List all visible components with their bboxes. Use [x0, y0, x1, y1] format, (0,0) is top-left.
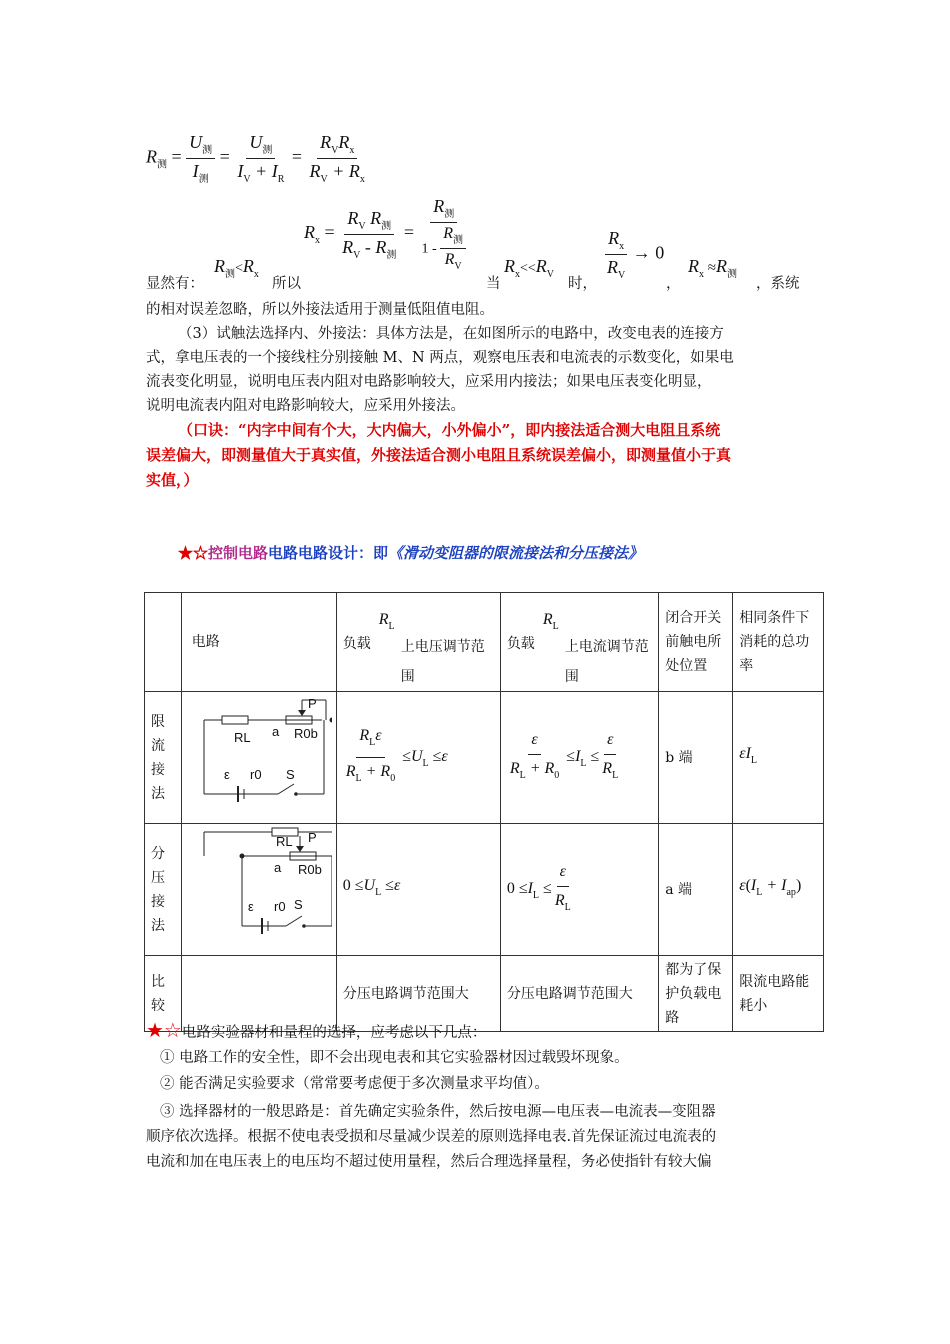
bottom-item-3-line2: 顺序依次选择。根据不使电表受损和尽量减少误差的原则选择电表.首先保证流过电流表的 [146, 1129, 717, 1145]
bottom-item-2: ② 能否满足实验要求（常常要考虑便于多次测量求平均值）。 [160, 1076, 549, 1092]
formula-r-measured: $R_测$ = $\frac{U_测}{I_测}$ = $\frac{U_测}{I_V + I_R}$ = $\frac{R_VR_x}{R_V + R_x}$ [146, 132, 365, 185]
bottom-title: 电路实验器材和量程的选择，应考虑以下几点： [181, 1025, 487, 1041]
voltage-range-voltage-divider: $0 \le U_L \le\varepsilon$ [336, 824, 500, 956]
row-name-voltage-divider: 分压接法 [145, 824, 182, 956]
bottom-stars: ★☆ [146, 1018, 182, 1042]
current-range-voltage-divider: $0 \le I_L$ ≤ $\frac{\varepsilon}{R_L}$ [500, 824, 658, 956]
paragraph-1: 的相对误差忽略，所以外接法适用于测量低阻值电阻。 [146, 302, 494, 318]
label-emf: ε [247, 899, 254, 914]
comparison-position: 都为了保护负载电路 [659, 956, 733, 1032]
mnemonic-line1: （口诀：“内字中间有个大，大内偏大，小外偏小”，即内接法适合测大电阻且系统 [178, 421, 721, 439]
limit-rx-over-rv: $\frac{R_x}{R_V}$ → 0 [607, 228, 665, 281]
bottom-item-3-line1: ③ 选择器材的一般思路是：首先确定实验条件，然后按电源—电压表—电流表—变阻器 [160, 1104, 716, 1120]
condition-rx-rv: $R_x<<R_V$ [504, 256, 555, 280]
comparison-power: 限流电路能耗小 [733, 956, 824, 1032]
conclusion-mid3: 时， [568, 276, 597, 292]
conclusion-comma: ， [666, 276, 681, 292]
label-rl: RL [275, 834, 293, 849]
row-name-comparison: 比较 [145, 956, 182, 1032]
heading-stars: ★☆ [178, 544, 209, 562]
conclusion-mid2: 当 [486, 276, 501, 292]
paragraph-2-line3: 流表变化明显，说明电压表内阻对电路影响较大，应采用内接法；如果电压表变化明显， [146, 374, 712, 390]
header-switch-position: 闭合开关前触电所处位置 [659, 593, 733, 692]
current-range-current-limit: $\frac{\varepsilon}{R_L + R_0}$ $\le I_L$ ≤ $\frac{\varepsilon}{R_L}$ [500, 692, 658, 824]
paragraph-2-line1: （3）试触法选择内、外接法：具体方法是，在如图所示的电路中，改变电表的连接方 [178, 326, 724, 342]
header-current-range: $R_L$ 负载 上电流调节范围 [500, 593, 658, 692]
circuit-current-limit [181, 692, 336, 824]
mnemonic-line2: 误差偏大，即测量值大于真实值，外接法适合测小电阻且系统误差偏小，即测量值小于真 [146, 446, 732, 464]
label-rl: RL [233, 730, 251, 745]
label-s: S [285, 767, 295, 782]
compare-r-measured-rx: $R_测<R_x$ [214, 256, 259, 280]
header-voltage-post: 上电压调节范围 [400, 639, 485, 685]
table-row [145, 692, 824, 824]
formula-rx: $R_x$ = $\frac{R_V R_测}{R_V - R_测}$ = $R_测$ 1 - $\frac{R_测}{R_V}$ [304, 196, 469, 272]
header-voltage-range: $R_L$ 负载 上电压调节范围 [336, 593, 500, 692]
label-s: S [293, 897, 303, 912]
header-power: 相同条件下消耗的总功率 [733, 593, 824, 692]
label-emf: ε [223, 767, 230, 782]
header-empty-cell [145, 593, 182, 692]
conclusion-prefix: 显然有： [146, 276, 204, 292]
label-a: a [271, 724, 280, 739]
mnemonic-line3: 实值，） [146, 471, 199, 489]
bottom-item-3-line3: 电流和加在电压表上的电压均不超过使用量程，然后合理选择量程，务必使指针有较大偏 [146, 1154, 712, 1170]
label-r0b: R0b [293, 726, 318, 741]
heading-part3: 《滑动变阻器的限流接法和分压接法》 [388, 544, 644, 562]
paragraph-2-line4: 说明电流表内阻对电路影响较大，应采用外接法。 [146, 398, 465, 414]
voltage-range-current-limit: $\frac{R_L\varepsilon}{R_L + R_0}$ $\le U_L \le\varepsilon$ [336, 692, 500, 824]
section-heading [178, 542, 643, 563]
current-limit-circuit-diagram [182, 692, 332, 815]
label-r0b: R0b [297, 862, 322, 877]
header-circuit: 电路 [181, 593, 336, 692]
label-r0: r0 [273, 899, 286, 914]
approx-rx-r-measured: $R_x \approx R_测$ [688, 256, 737, 280]
heading-part2: 电路电路设计：即 [268, 544, 389, 562]
comparison-current: 分压电路调节范围大 [500, 956, 658, 1032]
circuit-comparison-table [144, 592, 824, 1032]
paragraph-2-line2: 式，拿电压表的一个接线柱分别接触 M、N 两点，观察电压表和电流表的示数变化，如果电 [146, 350, 734, 366]
conclusion-suffix: ，系统 [756, 276, 800, 292]
header-current-pre: 负载 [506, 636, 535, 652]
power-voltage-divider: $\varepsilon(I_L + I_{ap})$ [733, 824, 824, 956]
header-voltage-pre: 负载 [342, 636, 371, 652]
table-row [145, 824, 824, 956]
table-header-row [145, 593, 824, 692]
position-voltage-divider: a 端 [659, 824, 733, 956]
power-current-limit: $\varepsilon I_L$ [733, 692, 824, 824]
row-name-current-limit: 限流接法 [145, 692, 182, 824]
circuit-voltage-divider [181, 824, 336, 956]
bottom-title-line [146, 1018, 486, 1045]
conclusion-mid1: 所以 [272, 276, 301, 292]
header-current-post: 上电流调节范围 [564, 639, 649, 685]
label-a: a [273, 860, 282, 875]
voltage-divider-circuit-diagram [182, 824, 332, 947]
position-current-limit: b 端 [659, 692, 733, 824]
label-p: P [307, 830, 317, 845]
label-r0: r0 [249, 767, 262, 782]
bottom-item-1: ① 电路工作的安全性，即不会出现电表和其它实验器材因过载毁坏现象。 [160, 1050, 629, 1066]
label-p: P [307, 696, 317, 711]
heading-part1: 控制电路 [208, 544, 269, 562]
comparison-voltage: 分压电路调节范围大 [336, 956, 500, 1032]
